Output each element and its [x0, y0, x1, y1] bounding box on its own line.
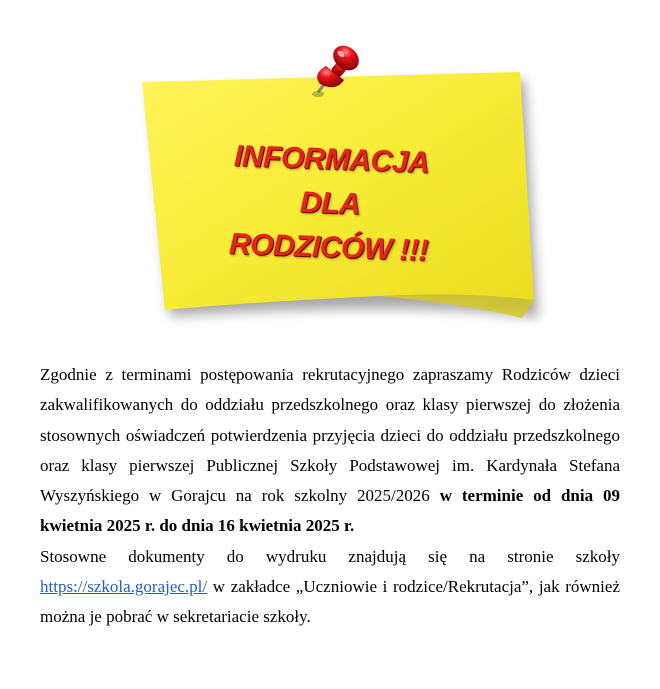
- documents-text-before: Stosowne dokumenty do wydruku znajdują się na stronie szkoły: [40, 546, 620, 566]
- announcement-paragraph: [40, 360, 620, 542]
- deadline-text: w terminie od dnia 09 kwietnia 2025 r. do dnia 16 kwietnia 2025 r.: [40, 486, 621, 536]
- announcement-body: [40, 360, 620, 633]
- documents-paragraph: [40, 542, 620, 633]
- documents-text-after: w zakładce „Uczniowie i rodzice/Rekrutacja”, jak również można je pobrać w sekretariacie szkoły.: [40, 577, 620, 627]
- note-heading-line2: DLA: [299, 185, 361, 222]
- sticky-note: [0, 0, 660, 340]
- invitation-text: Zgodnie z terminami postępowania rekrutacyjnego zapraszamy Rodziców dzieci zakwalifikowanych do oddziału przedszkolnego oraz klasy pierwszej do złożenia stosownych oświadczeń potwierdzenia przyjęcia dzieci do oddziału przedszkolnego oraz klasy pierwszej Publicznej Szkoły Podstawowej im. Kardynała Stefana Wyszyńskiego w Gorajcu na rok szkolny 2025/2026: [40, 365, 620, 506]
- note-heading: [178, 133, 482, 275]
- school-website-link[interactable]: https://szkola.gorajec.pl/: [40, 577, 208, 597]
- note-heading-line3: RODZICÓW !!!: [228, 227, 429, 268]
- note-heading-line1: INFORMACJA: [233, 139, 430, 180]
